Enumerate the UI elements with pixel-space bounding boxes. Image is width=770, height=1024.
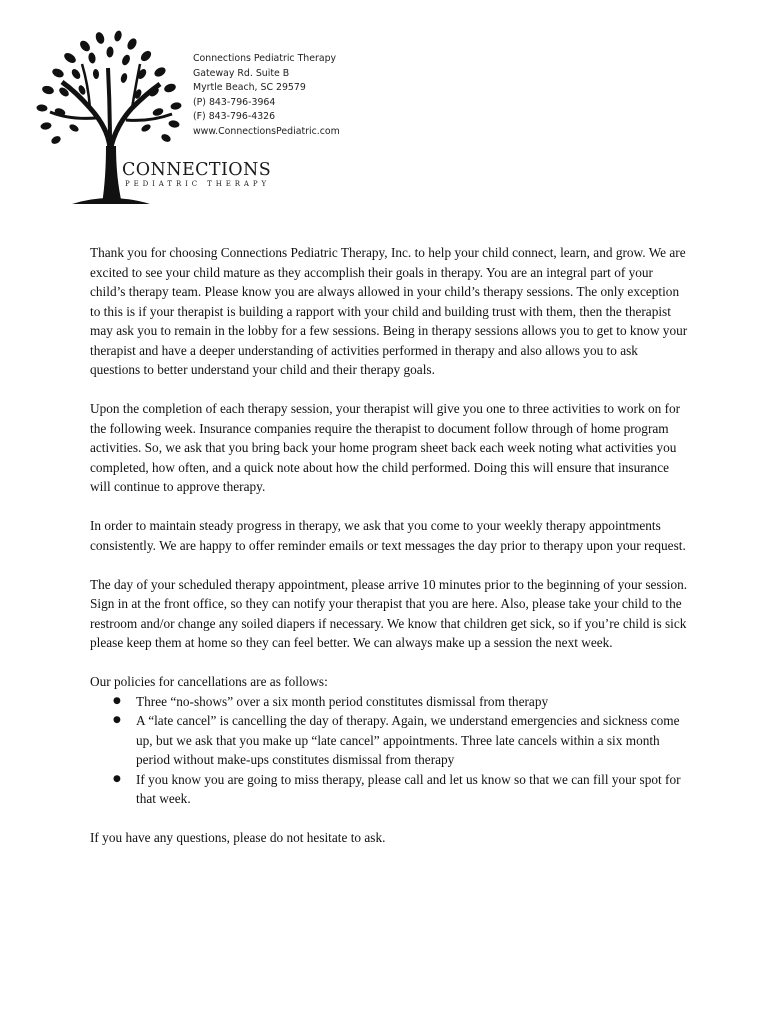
paragraph-attendance: In order to maintain steady progress in therapy, we ask that you come to your weekly therapy appointments consistently. We are happy to offer reminder emails or text messages the day prior to therapy upon your request. <box>90 518 686 553</box>
paragraph-arrival: The day of your scheduled therapy appointment, please arrive 10 minutes prior to the beginning of your session. Sign in at the front office, so they can notify your therapist that you are here. Also, please take your child to the restroom and/or change any soiled diapers if necessary. We know that children get sick, so if you’re child is sick please keep them at home so they can feel better. We can always make up a session the next week. <box>90 576 688 650</box>
phone-number: (P) 843-796-3964 <box>193 96 276 108</box>
list-item <box>90 711 690 770</box>
paragraph-closing: If you have any questions, please do not hesitate to ask. <box>90 830 386 845</box>
policies-intro: Our policies for cancellations are as follows: <box>90 674 328 689</box>
bullet-icon: ● <box>113 695 121 706</box>
policy-text: Three “no-shows” over a six month period constitutes dismissal from therapy <box>136 693 549 709</box>
policies-list <box>90 692 690 809</box>
address-line-2: Myrtle Beach, SC 29579 <box>193 82 306 94</box>
list-item <box>90 692 690 712</box>
list-item <box>90 770 690 809</box>
website-link[interactable]: www.ConnectionsPediatric.com <box>193 125 340 137</box>
paragraph-welcome: Thank you for choosing Connections Pediatric Therapy, Inc. to help your child connect, learn, and grow. We are excited to see your child mature as they accomplish their goals in therapy. You are an integral part of your child’s therapy team. Please know you are always allowed in your child’s therapy sessions. The only exception to this is if your therapist is building a rapport with your child and building trust with them, then the therapist may ask you to remain in the lobby for a few sessions. Being in therapy sessions allows you to get to know your therapist and have a deeper understanding of activities performed in therapy and also allows you to ask questions to better understand your child and their therapy goals. <box>90 245 688 377</box>
brand-logo-subtitle: PEDIATRIC THERAPY <box>125 180 270 188</box>
brand-logo-text: CONNECTIONS <box>122 160 272 180</box>
address-line-1: Gateway Rd. Suite B <box>193 67 290 79</box>
letterhead-contact <box>193 52 340 140</box>
paragraph-home-program: Upon the completion of each therapy session, your therapist will give you one to three activities to work on for the following week. Insurance companies require the therapist to document follow through of home program activities. So, we ask that you bring back your home program sheet back each week noting what activities you completed, how often, and a quick note about how the child performed. Doing this will ensure that insurance will continue to approve therapy. <box>90 401 681 494</box>
bullet-icon: ● <box>113 773 121 784</box>
bullet-icon: ● <box>113 715 121 725</box>
policy-text: If you know you are going to miss therapy, please call and let us know so that we can fill your spot for that week. <box>136 771 681 806</box>
letter-body <box>90 243 690 867</box>
policy-text: A “late cancel” is cancelling the day of therapy. Again, we understand emergencies and sickness come up, but we ask that you make up “late cancel” appointments. Three late cancels within a six month period without make-ups constitutes dismissal from therapy <box>136 713 680 767</box>
fax-number: (F) 843-796-4326 <box>193 111 276 123</box>
practice-name: Connections Pediatric Therapy <box>193 53 337 64</box>
